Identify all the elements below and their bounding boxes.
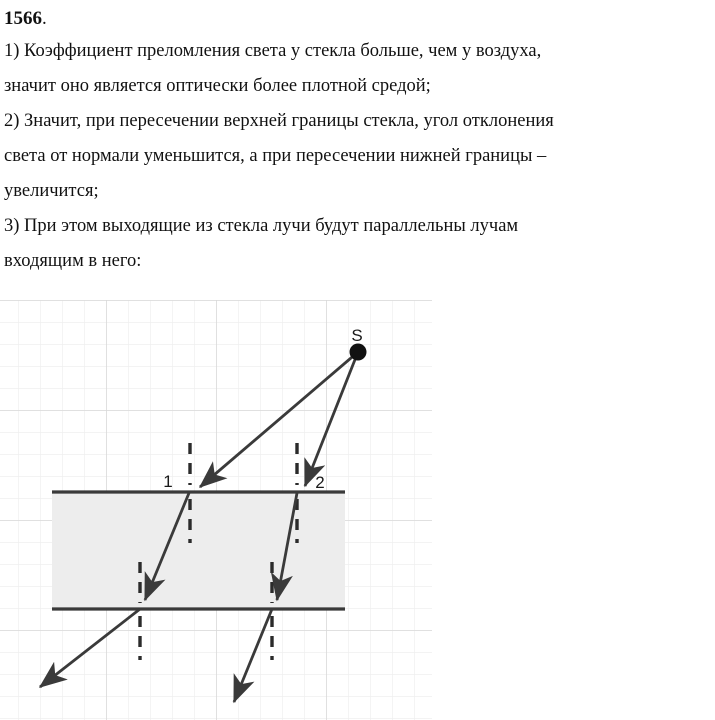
solution-text (4, 0, 711, 279)
problem-number-line (4, 0, 711, 34)
solution-line-6: 3) При этом выходящие из стекла лучи будут параллельны лучам (4, 216, 519, 236)
problem-number-dot: . (42, 8, 47, 29)
solution-line-3: 2) Значит, при пересечении верхней границы стекла, угол отклонения (4, 111, 554, 131)
solution-line-5: увеличится; (4, 181, 99, 201)
glass-slab (52, 492, 345, 609)
ray-2-label: 2 (315, 473, 325, 492)
source-label: S (351, 326, 363, 345)
ray-1-label: 1 (163, 472, 173, 491)
refraction-diagram (0, 300, 440, 720)
solution-line-2: значит оно является оптически более плотной средой; (4, 76, 431, 96)
solution-line-1: 1) Коэффициент преломления света у стекла больше, чем у воздуха, (4, 41, 542, 61)
source-point-dot (350, 344, 367, 361)
solution-line-4: света от нормали уменьшится, а при пересечении нижней границы – (4, 146, 547, 166)
solution-line-7: входящим в него: (4, 251, 142, 271)
problem-number: 1566 (4, 8, 42, 29)
glass-slab-fill (52, 492, 345, 609)
